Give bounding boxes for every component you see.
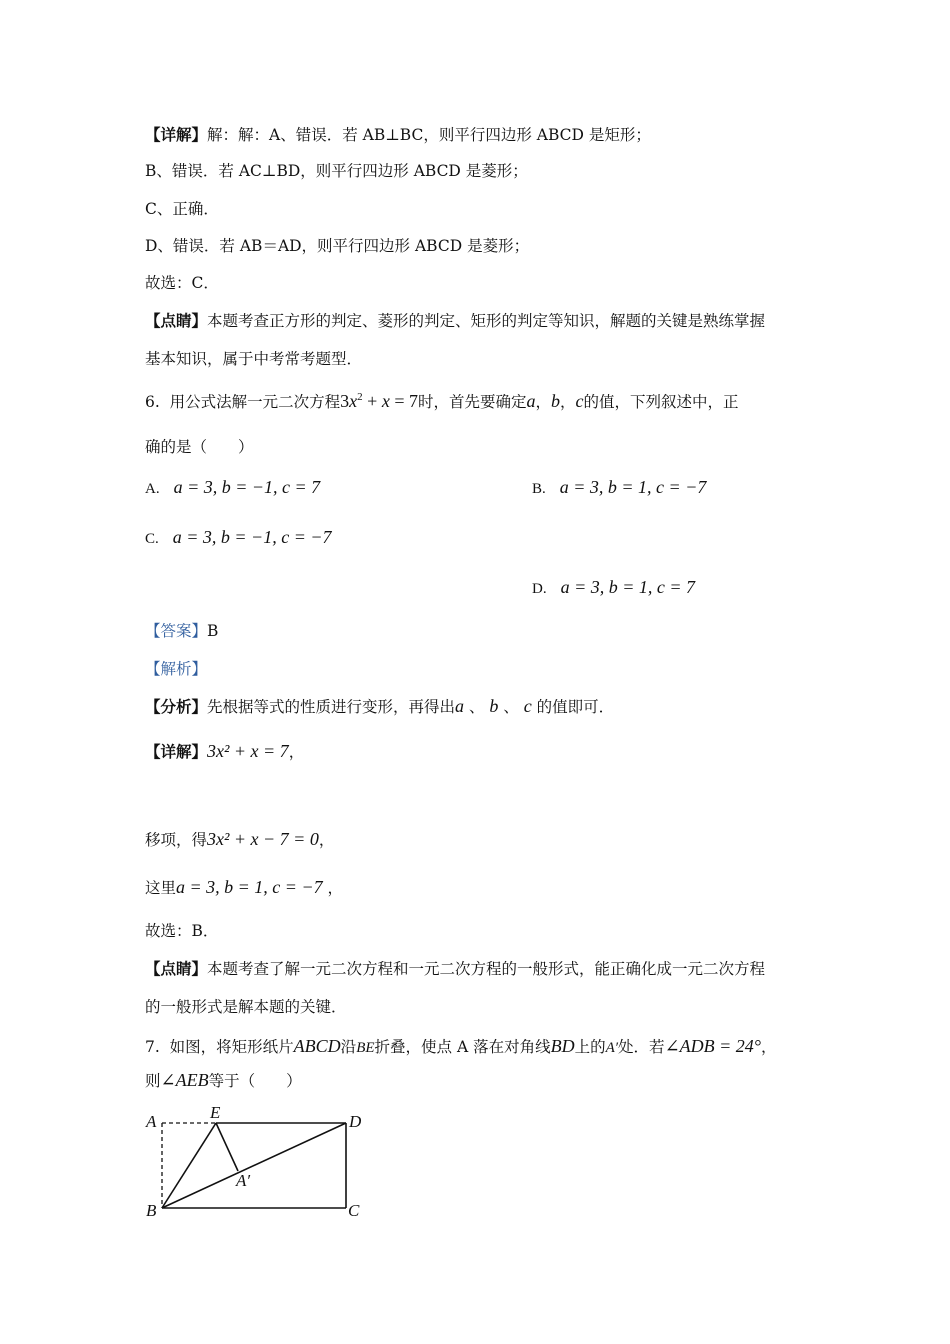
var-c: c — [575, 391, 584, 411]
option-text: a = 3, b = −1, c = 7 — [173, 477, 321, 497]
eq-coef: 3 — [340, 391, 350, 411]
var-b: b — [551, 391, 561, 411]
q6-choice: 故选：B． — [145, 922, 219, 940]
q7-stem-line2 — [145, 1069, 302, 1092]
q5-option-b-analysis: B、错误．若 AC⊥BD，则平行四边形 ABCD 是菱形； — [145, 162, 528, 180]
q5-comment-text-1: 本题考查正方形的判定、菱形的判定、矩形的判定等知识，解题的关键是熟练掌握 — [207, 312, 766, 330]
q6-move-step — [145, 828, 334, 851]
sep: ， — [322, 879, 344, 897]
q6-stem-line1 — [145, 390, 739, 413]
option-label: B. — [532, 481, 546, 497]
segment-ea-prime — [216, 1123, 238, 1171]
sep: ， — [535, 393, 552, 411]
q7-stem-a: 如图，将矩形纸片 — [169, 1038, 294, 1056]
analysis-text-a: 先根据等式的性质进行变形，再得出 — [207, 698, 456, 716]
angle-ask: ∠AEB — [160, 1070, 209, 1090]
q7-stem-b: 沿 — [340, 1038, 357, 1056]
comment-text-1: 本题考查了解一元二次方程和一元二次方程的一般形式，能正确化成一元二次方程 — [207, 960, 766, 978]
var-b: b — [489, 696, 499, 716]
label-a-prime: A′ — [236, 1171, 251, 1190]
analysis-text-b: 的值即可． — [531, 698, 615, 716]
rectangle-fold-figure — [140, 1102, 380, 1222]
option-text: a = 3, b = −1, c = −7 — [172, 527, 332, 547]
q6-coefficients — [145, 876, 343, 899]
q6-option-d[interactable] — [532, 576, 695, 600]
q6-equation — [340, 391, 418, 411]
q6-stem-line2: 确的是（ ） — [145, 438, 254, 456]
eq-var: x — [349, 391, 358, 411]
q7-stem-h: 等于（ ） — [208, 1072, 302, 1090]
q6-comment-line1 — [145, 958, 765, 980]
analysis-sub-tag: 【分析】 — [145, 697, 208, 716]
analysis-tag: 【解析】 — [145, 660, 208, 678]
coef-equation: a = 3, b = 1, c = −7 — [176, 877, 323, 897]
q6-stem-text-c: 的值，下列叙述中，正 — [583, 393, 739, 411]
label-a: A — [146, 1112, 157, 1131]
q5-detail-text: 解：解：A、错误．若 AB⊥BC，则平行四边形 ABCD 是矩形； — [207, 126, 651, 144]
sep: ， — [318, 831, 335, 849]
option-text: a = 3, b = 1, c = 7 — [560, 577, 696, 597]
q7-stem-g: 则 — [145, 1072, 161, 1090]
sep: 、 — [498, 698, 524, 716]
here-text: 这里 — [145, 879, 177, 897]
q6-comment-line2: 的一般形式是解本题的关键． — [145, 998, 347, 1016]
eq-exp: 2 — [357, 391, 363, 403]
option-label: A. — [145, 481, 160, 497]
detail-tag: 【详解】 — [145, 125, 208, 144]
move-equation: 3x² + x − 7 = 0 — [207, 829, 319, 849]
q6-option-b[interactable] — [532, 476, 706, 500]
q6-detail — [145, 740, 304, 763]
detail-tag: 【详解】 — [145, 742, 208, 761]
q6-stem-text-a: 用公式法解一元二次方程 — [169, 393, 341, 411]
q5-detail-line — [145, 124, 651, 146]
q7-stem-d: 上的 — [574, 1038, 606, 1056]
label-d: D — [349, 1112, 362, 1131]
q6-option-a[interactable] — [145, 476, 320, 500]
q6-answer — [145, 620, 218, 642]
question-number: 7. — [145, 1038, 160, 1056]
q5-comment-line2: 基本知识，属于中考常考题型． — [145, 350, 363, 368]
option-label: C. — [145, 531, 159, 547]
angle-given: ∠ADB = 24° — [664, 1036, 761, 1056]
q6-analysis — [145, 695, 614, 718]
label-e: E — [210, 1103, 221, 1122]
comment-tag: 【点睛】 — [145, 311, 208, 330]
q7-stem-c: 折叠，使点 A 落在对角线 — [374, 1038, 551, 1056]
label-c: C — [348, 1201, 360, 1220]
move-text: 移项，得 — [145, 831, 208, 849]
sep: ， — [760, 1038, 777, 1056]
eq-var2: x — [381, 391, 390, 411]
q5-comment-line1 — [145, 310, 765, 332]
sep: 、 — [464, 698, 490, 716]
sep: ， — [560, 393, 576, 411]
answer-tag: 【答案】 — [145, 622, 208, 640]
comment-tag: 【点睛】 — [145, 959, 208, 978]
fold-line: BE — [356, 1040, 375, 1056]
eq-end: = 7 — [389, 391, 418, 411]
var-c: c — [523, 696, 532, 716]
sep: ， — [288, 743, 305, 761]
var-a: a — [526, 391, 536, 411]
q7-stem-e: 处．若 — [618, 1038, 665, 1056]
q6-stem-text-b: 时，首先要确定 — [417, 393, 527, 411]
q5-option-c-analysis: C、正确． — [145, 200, 219, 218]
point-a-prime: A′ — [605, 1040, 619, 1056]
var-a: a — [455, 696, 465, 716]
q5-option-d-analysis: D、错误．若 AB＝AD，则平行四边形 ABCD 是菱形； — [145, 237, 530, 255]
rect-name: ABCD — [293, 1036, 341, 1056]
q5-choice: 故选：C． — [145, 274, 219, 292]
option-label: D. — [532, 581, 547, 597]
option-text: a = 3, b = 1, c = −7 — [559, 477, 707, 497]
diagonal: BD — [550, 1036, 575, 1056]
q6-option-c[interactable] — [145, 526, 332, 550]
q7-stem-line1 — [145, 1035, 777, 1059]
question-number: 6. — [145, 393, 160, 411]
eq-plus: + — [362, 391, 382, 411]
answer-value: B — [207, 622, 219, 640]
label-b: B — [146, 1201, 157, 1220]
detail-equation: 3x² + x = 7 — [207, 741, 289, 761]
